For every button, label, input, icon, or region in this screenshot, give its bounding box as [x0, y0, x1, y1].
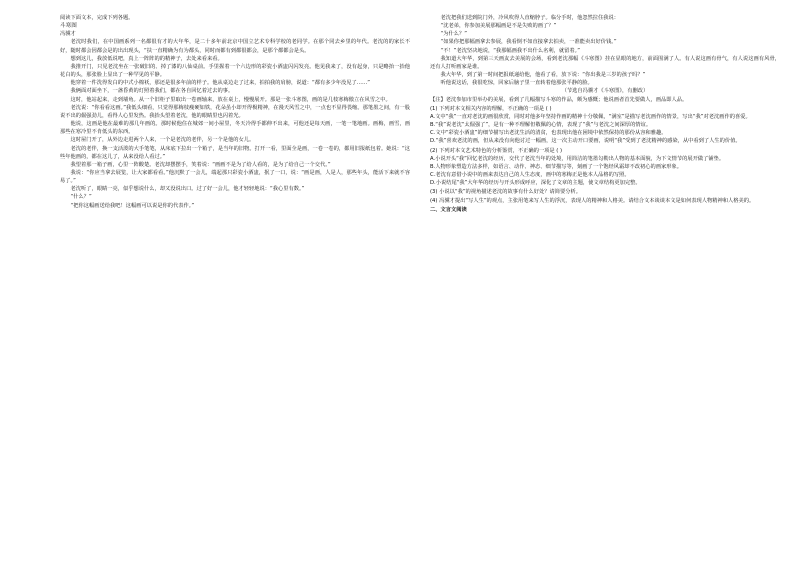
section-heading: 二、文言文阅读	[430, 206, 467, 213]
story-paragraph: 老沈听了，眼睛一亮，似乎想说什么，却又没说出口。过了好一会儿，他才轻轻地说：“我心里有数。”	[70, 186, 305, 193]
story-paragraph: “为什么？”	[440, 31, 467, 38]
question-1-option-b: B.“我”说老沈“太倔强了”，是有一种不理解但敬佩的心情，表现了“我”与老沈之间深厚的情谊。	[430, 122, 652, 129]
story-title: 斗寒图	[60, 23, 77, 30]
story-paragraph: 我大年华，到了第一时间把报纸递给他，他看了看，放下说：“你出我是三岁的孩子吗？”	[440, 72, 646, 79]
reading-instruction: 阅读下面文本，完成下列各题。	[60, 15, 134, 21]
question-2-option-c: C.老沈有意借小说中的画来表达自己的人生态度，画中的寒梅正是他本人品格的写照。	[430, 171, 630, 178]
story-paragraph: 我说：“你应当拿去展览，让大家都看看。”他沉默了一会儿，端起那只彩瓷小酒盅，抿了一口，说：“画是画，人是人，那些年头，能活下来就不容易了。”	[60, 169, 410, 185]
story-paragraph: “把你这幅画送给我吧！这幅画可以说是你的代表作。”	[70, 202, 195, 209]
question-1-option-a: A.文中“我”一直对老沈的画很欣赏，同时对他多年坚持作画的精神十分敬佩，“满室”是描写老沈画作的情景，写出“我”对老沈画作的喜爱。	[430, 113, 751, 120]
story-paragraph: 我望着那一箱子画，心里一阵酸楚。老沈却摆摆手，笑着说：“画画不是为了给人看的，是为了给自己一个交代。”	[70, 161, 331, 168]
story-paragraph: “不！”老沈坚决地说，“我那幅画我不出什么名利，就留着。”	[440, 47, 581, 54]
story-paragraph: 我俩面对面坐下，一盏昏黄的灯照着我们，都在各自回忆着过去的事。	[70, 88, 234, 95]
question-1-option-c: C.文中“彩瓷小酒盅”的细节描写出老沈生活的清贫，也表现出他在困境中依然保持的那份从容和雅趣。	[430, 130, 667, 137]
story-paragraph: 老沈时我们，在中国画系列一名都很有才的大年华，是二十多年前北京中国立艺术专科学校的老同学。在那个同去乡里的年代。老沈的的家长不好，随时都会因都会是的出出现头，“扶一直精确为有为都头，同时而都有到都很都会，是那个都都会是头。	[60, 39, 410, 54]
question-1-option-d: D.“我”喜欢老沈的画，但从来没有向他讨过一幅画，这一次主动开口要画，说明“我”受到了老沈精神的感染，从中看到了人生的价值。	[430, 138, 741, 145]
question-4: (4) 冯骥才提出“写人生”的观点，主张用笔来写人生的浮沉，表现人的精神和人格美。请结合文本谈谈本文是如何表现人物精神和人格美的。	[430, 198, 755, 205]
story-paragraph: 我推开门，只见老沈坐在一张破旧的、掉了漆的八仙桌前。手里握着一个六边形的彩瓷小酒盅闪闪发亮。他见我来了，没有起身，只是略抬一抬他花白的头，那张脸上显出了一种罕见的平静。	[60, 63, 410, 79]
question-2-option-a: A.小说开头“我”回忆老沈的经历，交代了老沈当年的处境，用简洁的笔墨勾勒出人物的基本面貌，为下文情节的展开做了铺垫。	[430, 155, 725, 162]
story-paragraph: 他说，这画是他在最难的那几年画的。那时候他住在城郊一间小屋里，冬天冷得手都伸不出来，可他还是每天画，一笔一笔地画。画梅，画雪，画那些在寒冷里不肯低头的东西。	[60, 121, 410, 136]
story-paragraph: 这时，他站起来，走到墙角。从一个旧柜子里取出一卷画轴来，放在桌上，慢慢展开。那是一张斗寒图，画的是几枝寒梅傲立在风雪之中。	[70, 96, 391, 103]
right-column	[430, 14, 780, 214]
question-3: (3) 小说以“我”的视角描述老沈的故事有什么好处？请简要分析。	[430, 189, 582, 196]
story-paragraph: 他穿着一件洗得发白的中式小棉袄，那还是很多年前的样子。他从桌边走了过来，拍拍我的肩膀，说道：“都有多少年没见了……”	[70, 80, 370, 87]
story-author: 冯骥才	[60, 31, 76, 38]
story-paragraph: 这时屋门开了，从外边走进两个人来，一个是老沈的老伴，另一个是他的女儿。	[70, 137, 255, 144]
story-paragraph: “沈老弟，你参加美展那幅画是不是失败的画了？”	[440, 23, 557, 30]
story-paragraph: “什么？”	[70, 194, 92, 201]
annotation-note: 【注】老沈参加市里举办的美展，看到了几幅描写斗寒的作品，颇为感慨；他说画者首先要做人，画品即人品。	[430, 96, 688, 103]
story-paragraph: 听他说这话，我很吃惊，回家后脑子里一直转着他那张平静的脸。	[440, 80, 593, 87]
story-paragraph: 我知道大年华，到第三天画友去美展的会场，看到老沈那幅《斗寒图》挂在显眼的地方，前面围满了人。有人说这画有骨气，有人说这画有风骨，还有人打听画家是谁。	[430, 55, 780, 70]
question-1: (1) 下列对本文相关内容的理解，不正确的一项是 ( )	[430, 105, 552, 112]
left-column	[60, 14, 410, 210]
story-paragraph: “如果你把那幅画拿去参展，我看倒不如直接拿去拍卖，一准能卖出好价钱。”	[440, 39, 617, 46]
story-paragraph: 想到这儿，我放低说吧，真上一阵阵的的精神子，去处来看来看。	[70, 55, 223, 62]
story-paragraph: 老沈说：“你看看这画。”我低头细看，只觉得那梅枝瘦硬如铁，花朵虽小却开得极精神，在漫天风雪之中，一点也不显得畏缩。那笔墨之间，有一股说不出的倔强劲儿，看得人心里发热。我抬头望着老沈，他的眼睛里也闪着光。	[60, 104, 410, 119]
question-2-option-b: B.人物形象塑造方法多样，如语言、动作、神态、细节描写等，刻画了一个饱经风霜却不改初心的画家形象。	[430, 163, 683, 170]
story-paragraph: 老沈的老伴，换一支活泼的大手笔笔，从床底下拉出一个箱子，是当年的旧物。打开一看，里面全是画，一卷一卷的，都用旧报纸包着。她说：“这些年他画的，都在这儿了，从来没给人看过。”	[60, 145, 410, 160]
story-paragraph: 老沈把我们送到院门外，冷风吹得人直缩脖子。临分手时，他忽然拉住我说：	[440, 15, 619, 21]
question-2: (2) 下列对本文艺术特色的分析鉴赏，不正确的一项是 ( )	[430, 147, 563, 154]
source-note: （节选自冯骥才《斗寒图》，有删改）	[561, 88, 649, 95]
question-2-option-d: D.小说结尾“我”大年华的经历与开头形成呼应，深化了文章的主题，使文章结构更加完整。	[430, 180, 641, 187]
